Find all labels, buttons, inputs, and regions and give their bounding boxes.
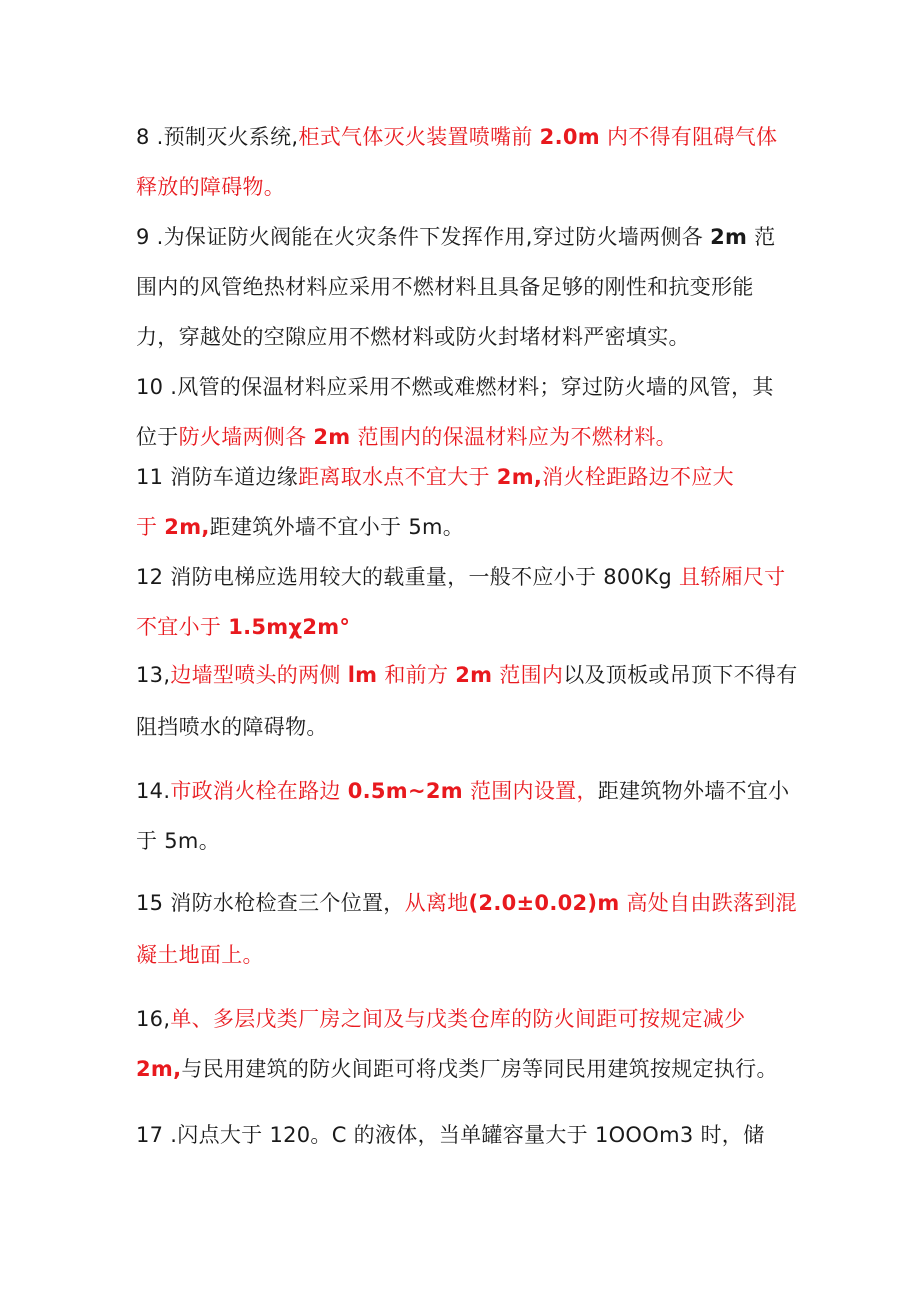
- highlighted-text: 范围内设置，: [462, 779, 598, 803]
- highlighted-text: 范围内的保温材料应为不燃材料。: [350, 425, 677, 449]
- text-line: [136, 888, 796, 918]
- text-line: [136, 462, 796, 492]
- highlighted-text: 单、多层戊类厂房之间及与戊类仓库的防火间距可按规定减少: [170, 1007, 746, 1031]
- body-text: 位于: [136, 425, 179, 449]
- highlighted-text: 距离取水点不宜大于: [298, 465, 497, 489]
- body-text: 距建筑物外墙不宜小: [597, 779, 790, 803]
- highlighted-text: 柜式气体灭火装置喷嘴前: [298, 125, 540, 149]
- text-line: [136, 512, 796, 542]
- body-text: 15 消防水枪检查三个位置，: [136, 891, 405, 915]
- text-line: [136, 122, 796, 152]
- text-line: [136, 1054, 796, 1084]
- text-line: [136, 562, 796, 592]
- highlighted-text: 2m,: [164, 515, 210, 539]
- text-line: [136, 222, 796, 252]
- highlighted-text: 1.5mχ2m°: [228, 615, 351, 639]
- highlighted-text: 消火栓距路边不应大: [542, 465, 734, 489]
- text-line: [136, 660, 796, 690]
- body-text: 2m: [710, 225, 748, 249]
- body-text: 12 消防电梯应选用较大的载重量，一般不应小于 800Kg: [136, 565, 679, 589]
- body-text: 16,: [136, 1007, 171, 1031]
- text-line: [136, 372, 796, 402]
- highlighted-text: 2m: [313, 425, 351, 449]
- highlighted-text: 2m: [455, 663, 493, 687]
- body-text: 力，穿越处的空隙应用不燃材料或防火封堵材料严密填实。: [136, 325, 690, 349]
- body-text: 10 .风管的保温材料应采用不燃或难燃材料；穿过防火墙的风管，其: [136, 375, 774, 399]
- highlighted-text: 2m,: [496, 465, 543, 489]
- body-text: 11 消防车道边缘: [136, 465, 299, 489]
- text-line: [136, 1120, 796, 1150]
- text-line: [136, 612, 796, 642]
- highlighted-text: 从离地: [404, 891, 469, 915]
- body-text: 阻挡喷水的障碍物。: [136, 715, 328, 739]
- body-text: 于 5m。: [136, 829, 220, 853]
- highlighted-text: 范围内: [492, 663, 564, 687]
- body-text: 与民用建筑的防火间距可将戊类厂房等同民用建筑按规定执行。: [181, 1057, 778, 1081]
- text-line: [136, 1004, 796, 1034]
- body-text: 围内的风管绝热材料应采用不燃材料且具备足够的刚性和抗变形能: [136, 275, 754, 299]
- highlighted-text: 且轿厢尺寸: [678, 565, 786, 589]
- highlighted-text: 高处自由跌落到混: [619, 891, 797, 915]
- text-line: [136, 272, 796, 302]
- highlighted-text: 内不得有阻碍气体: [599, 125, 778, 149]
- body-text: 8 .预制灭火系统,: [136, 125, 299, 149]
- body-text: 距建筑外墙不宜小于 5m。: [209, 515, 465, 539]
- highlighted-text: lm: [347, 663, 378, 687]
- body-text: 9 .为保证防火阀能在火灾条件下发挥作用,穿过防火墙两侧各: [136, 225, 711, 249]
- highlighted-text: 于: [136, 515, 165, 539]
- highlighted-text: 释放的障碍物。: [136, 175, 286, 199]
- highlighted-text: (2.0±0.02)m: [468, 891, 620, 915]
- body-text: 13,: [136, 663, 171, 687]
- text-line: [136, 322, 796, 352]
- body-text: 14.: [136, 779, 171, 803]
- highlighted-text: 防火墙两侧各: [178, 425, 314, 449]
- highlighted-text: 2m,: [136, 1057, 182, 1081]
- highlighted-text: 不宜小于: [136, 615, 229, 639]
- text-line: [136, 776, 796, 806]
- text-line: [136, 712, 796, 742]
- highlighted-text: 0.5m~2m: [347, 779, 463, 803]
- highlighted-text: 和前方: [377, 663, 456, 687]
- highlighted-text: 市政消火栓在路边: [170, 779, 348, 803]
- body-text: 范: [747, 225, 776, 249]
- text-line: [136, 172, 796, 202]
- highlighted-text: 凝土地面上。: [136, 943, 264, 967]
- highlighted-text: 边墙型喷头的两侧: [170, 663, 348, 687]
- text-line: [136, 422, 796, 452]
- body-text: 以及顶板或吊顶下不得有: [563, 663, 798, 687]
- body-text: 17 .闪点大于 120。C 的液体，当单罐容量大于 1OOOm3 时，储: [136, 1123, 765, 1147]
- highlighted-text: 2.0m: [539, 125, 600, 149]
- text-line: [136, 940, 796, 970]
- text-line: [136, 826, 796, 856]
